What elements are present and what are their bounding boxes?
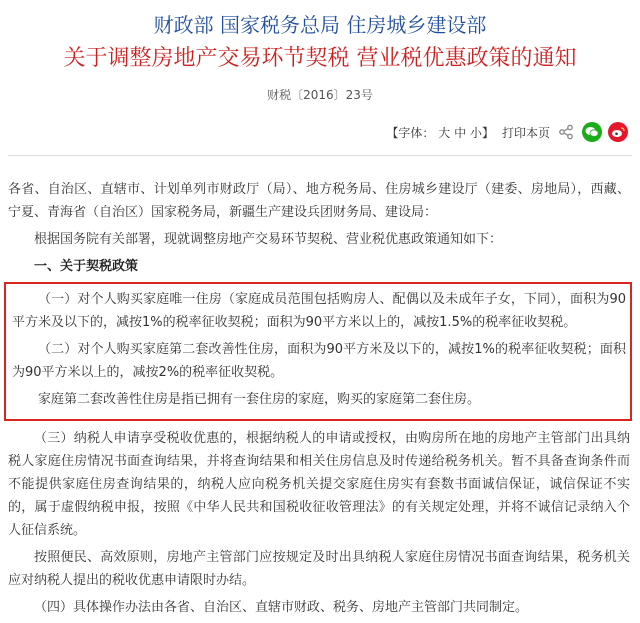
- clause-2: （二）对个人购买家庭第二套改善性住房，面积为90平方米及以下的，减按1%的税率征收契税；面积为90平方米以上的，减按2%的税率征收契税。: [12, 342, 626, 380]
- intro-paragraph: 根据国务院有关部署，现就调整房地产交易环节契税、营业税优惠政策通知如下：: [34, 232, 503, 247]
- font-medium-link[interactable]: 中: [454, 125, 467, 140]
- font-size-control: [386, 124, 494, 141]
- font-small-link[interactable]: 小: [469, 125, 482, 140]
- section-heading: 一、关于契税政策: [34, 259, 139, 274]
- clause-1: （一）对个人购买家庭唯一住房（家庭成员范围包括购房人、配偶以及未成年子女，下同），面积为90平方米及以下的，减按1%的税率征收契税；面积为90平方米以上的，减按1.5%的税率征收契税。: [12, 292, 626, 330]
- print-link[interactable]: 打印本页: [501, 125, 550, 140]
- clause-4: （四）具体操作办法由各省、自治区、直辖市财政、税务、房地产主管部门共同制定。: [34, 600, 529, 615]
- clause-2-note: 家庭第二套改善性住房是指已拥有一套住房的家庭，购买的家庭第二套住房。: [38, 392, 481, 407]
- clause-3-note: 按照便民、高效原则，房地产主管部门应按规定及时出具纳税人家庭住房情况书面查询结果，税务机关应对纳税人提出的税收优惠申请限时办结。: [8, 550, 630, 588]
- article-body: [8, 178, 630, 623]
- document-number: 财税〔2016〕23号: [267, 88, 373, 102]
- header-divider: [8, 155, 632, 156]
- highlight-box: [4, 282, 632, 421]
- issuing-agencies: 财政部 国家税务总局 住房城乡建设部: [153, 13, 487, 37]
- clause-3: （三）纳税人申请享受税收优惠的，根据纳税人的申请或授权，由购房所在地的房地产主管部门出具纳税人家庭住房情况书面查询结果，并将查询结果和相关住房信息及时传递给税务机关。暂不具备查询条件而不能提供家庭住房查询结果的，纳税人应向税务机关提交家庭住房实有套数书面诚信保证，诚信保证不实的，属于虚假纳税申报，按照《中华人民共和国税收征收管理法》的有关规定处理，并将不诚信记录纳入个人征信系统。: [8, 431, 630, 538]
- font-size-close: 】: [481, 125, 494, 140]
- wechat-icon[interactable]: [582, 122, 602, 142]
- font-size-label: 【字体：: [386, 125, 435, 140]
- share-icon[interactable]: [558, 124, 574, 140]
- font-large-link[interactable]: 大: [438, 125, 451, 140]
- recipients-paragraph: 各省、自治区、直辖市、计划单列市财政厅（局）、地方税务局、住房城乡建设厅（建委、房地局），西藏、宁夏、青海省（自治区）国家税务局，新疆生产建设兵团财务局、建设局：: [8, 182, 630, 220]
- article-toolbar: [386, 122, 628, 142]
- page-title: 关于调整房地产交易环节契税 营业税优惠政策的通知: [63, 46, 577, 71]
- weibo-icon[interactable]: [608, 122, 628, 142]
